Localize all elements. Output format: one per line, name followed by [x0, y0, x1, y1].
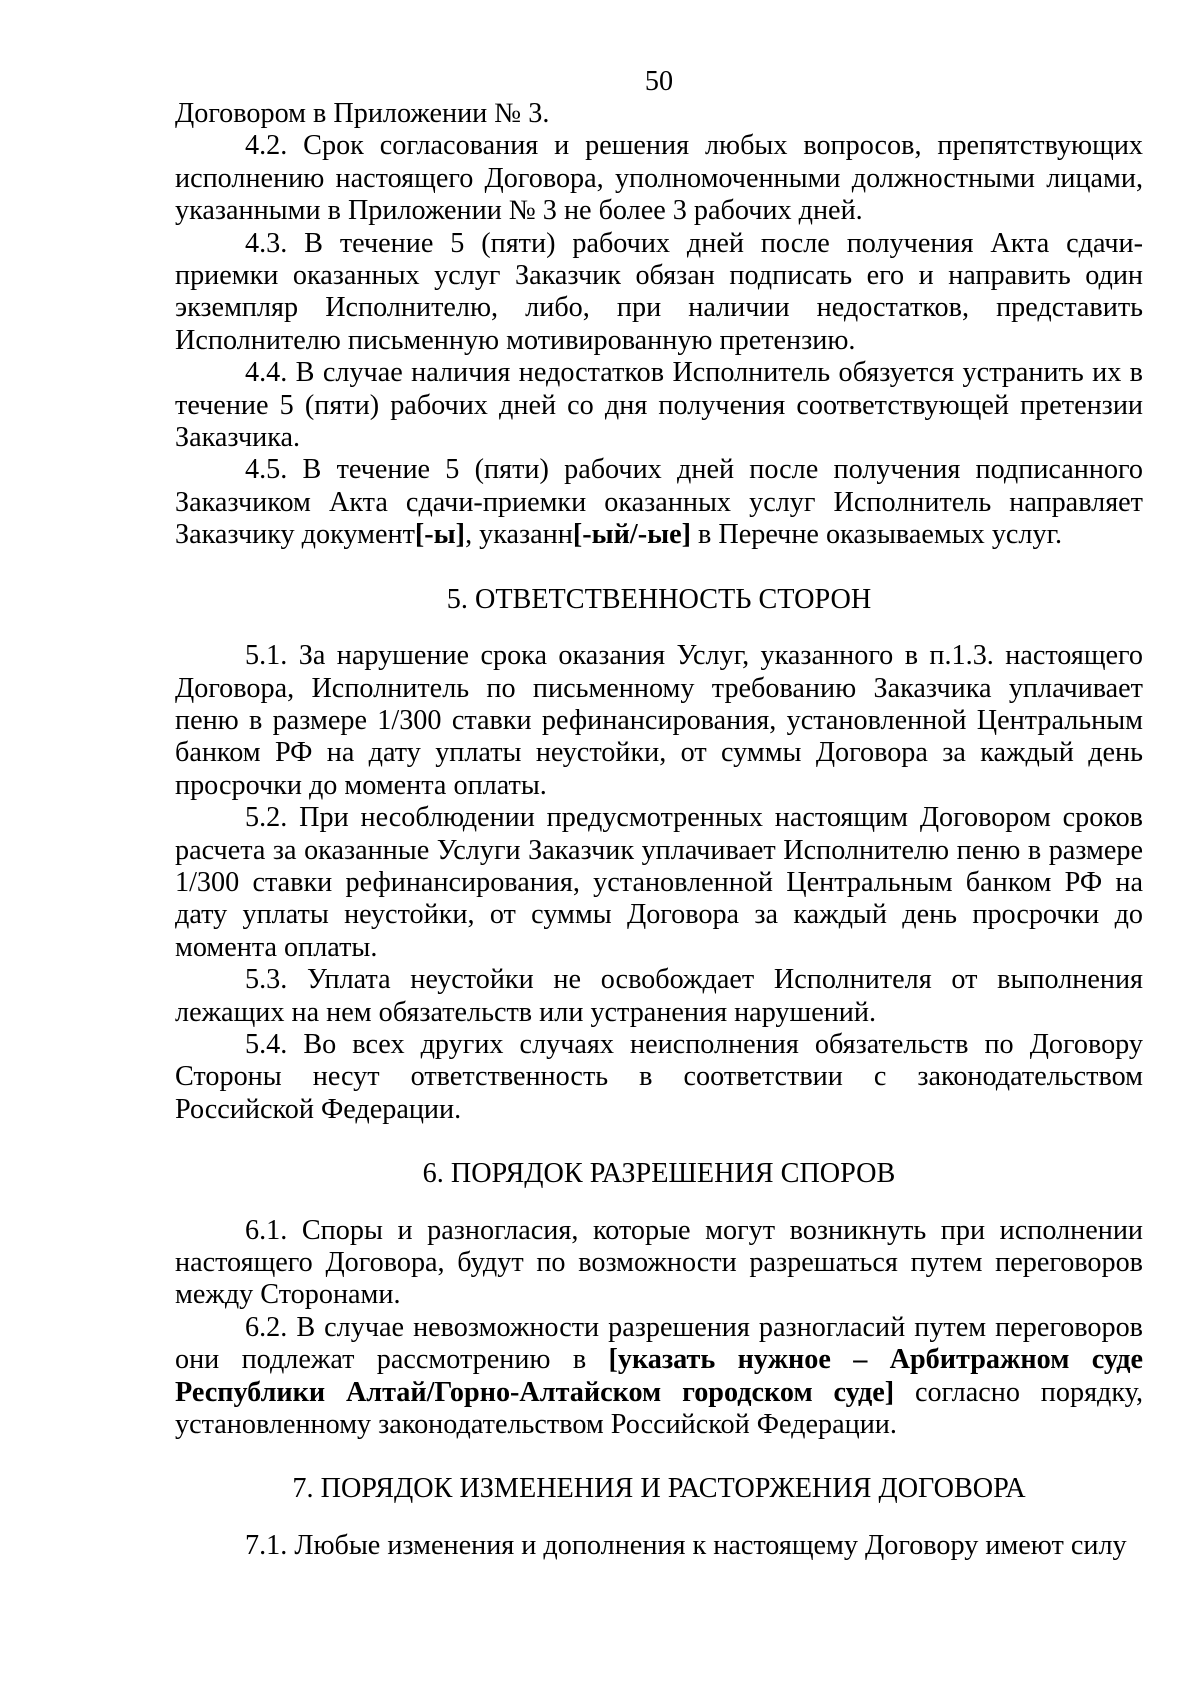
paragraph-6-2: [175, 1312, 1143, 1442]
paragraph-4-3: 4.3. В течение 5 (пяти) рабочих дней после получения Акта сдачи-приемки оказанных услуг Заказчик обязан подписать его и направить один экземпляр Исполнителю, либо, при наличии недостатков, представить Исполнителю письменную мотивированную претензию.: [175, 227, 1143, 356]
page-number: 50: [644, 66, 674, 97]
paragraph-6-2-text-a: 6.2. В случае невозможности разрешения разногласий путем переговоров они подлежат рассмотрению в: [175, 1311, 1143, 1376]
paragraph-4-5-text-c: в Перечне оказываемых услуг.: [691, 519, 1063, 551]
paragraph-4-5-text-b: , указанн: [465, 519, 573, 551]
section-5-heading: 5. ОТВЕТСТВЕННОСТЬ СТОРОН: [446, 583, 872, 615]
paragraph-4-5-bold-a: [-ы]: [414, 519, 466, 551]
paragraph-4-4: 4.4. В случае наличия недостатков Исполнитель обязуется устранить их в течение 5 (пяти) рабочих дней со дня получения соответствующей претензии Заказчика.: [175, 357, 1143, 454]
paragraph-6-2-bold: [указать нужное – Арбитражном суде Республики Алтай/Горно-Алтайском городском суде]: [175, 1344, 1143, 1408]
paragraph-5-2: 5.2. При несоблюдении предусмотренных настоящим Договором сроков расчета за оказанные Услуги Заказчик уплачивает Исполнителю пеню в размере 1/300 ставки рефинансирования, установленной Центральным банком РФ на дату уплаты неустойки, от суммы Договора за каждый день просрочки до момента оплаты.: [175, 802, 1143, 963]
document-page: [175, 66, 1143, 1562]
paragraph-6-2-text-b: согласно порядку, установленному законодательством Российской Федерации.: [175, 1376, 1143, 1441]
paragraph-4-5: [175, 454, 1143, 551]
paragraph-4-5-bold-b: [-ый/-ые]: [572, 519, 691, 551]
paragraph-6-1: 6.1. Споры и разногласия, которые могут возникнуть при исполнении настоящего Договора, будут по возможности разрешаться путем переговоров между Сторонами.: [175, 1214, 1143, 1311]
paragraph-5-3: 5.3. Уплата неустойки не освобождает Исполнителя от выполнения лежащих на нем обязательств или устранения нарушений.: [175, 964, 1143, 1028]
paragraph-4-5-text-a: 4.5. В течение 5 (пяти) рабочих дней после получения подписанного Заказчиком Акта сдачи-приемки оказанных услуг Исполнитель направляет Заказчику документ: [175, 454, 1143, 551]
paragraph-4-1-end: Договором в Приложении № 3.: [175, 98, 550, 129]
paragraph-7-1: 7.1. Любые изменения и дополнения к настоящему Договору имеют силу: [245, 1529, 1127, 1561]
paragraph-4-2: 4.2. Срок согласования и решения любых вопросов, препятствующих исполнению настоящего Договора, уполномоченными должностными лицами, указанными в Приложении № 3 не более 3 рабочих дней.: [175, 130, 1143, 227]
paragraph-5-4: 5.4. Во всех других случаях неисполнения обязательств по Договору Стороны несут ответственность в соответствии с законодательством Российской Федерации.: [175, 1028, 1143, 1125]
paragraph-5-1: 5.1. За нарушение срока оказания Услуг, указанного в п.1.3. настоящего Договора, Исполнитель по письменному требованию Заказчика уплачивает пеню в размере 1/300 ставки рефинансирования, установленной Центральным банком РФ на дату уплаты неустойки, от суммы Договора за каждый день просрочки до момента оплаты.: [175, 640, 1143, 801]
section-6-heading: 6. ПОРЯДОК РАЗРЕШЕНИЯ СПОРОВ: [422, 1158, 896, 1190]
section-7-heading: 7. ПОРЯДОК ИЗМЕНЕНИЯ И РАСТОРЖЕНИЯ ДОГОВОРА: [292, 1473, 1026, 1505]
